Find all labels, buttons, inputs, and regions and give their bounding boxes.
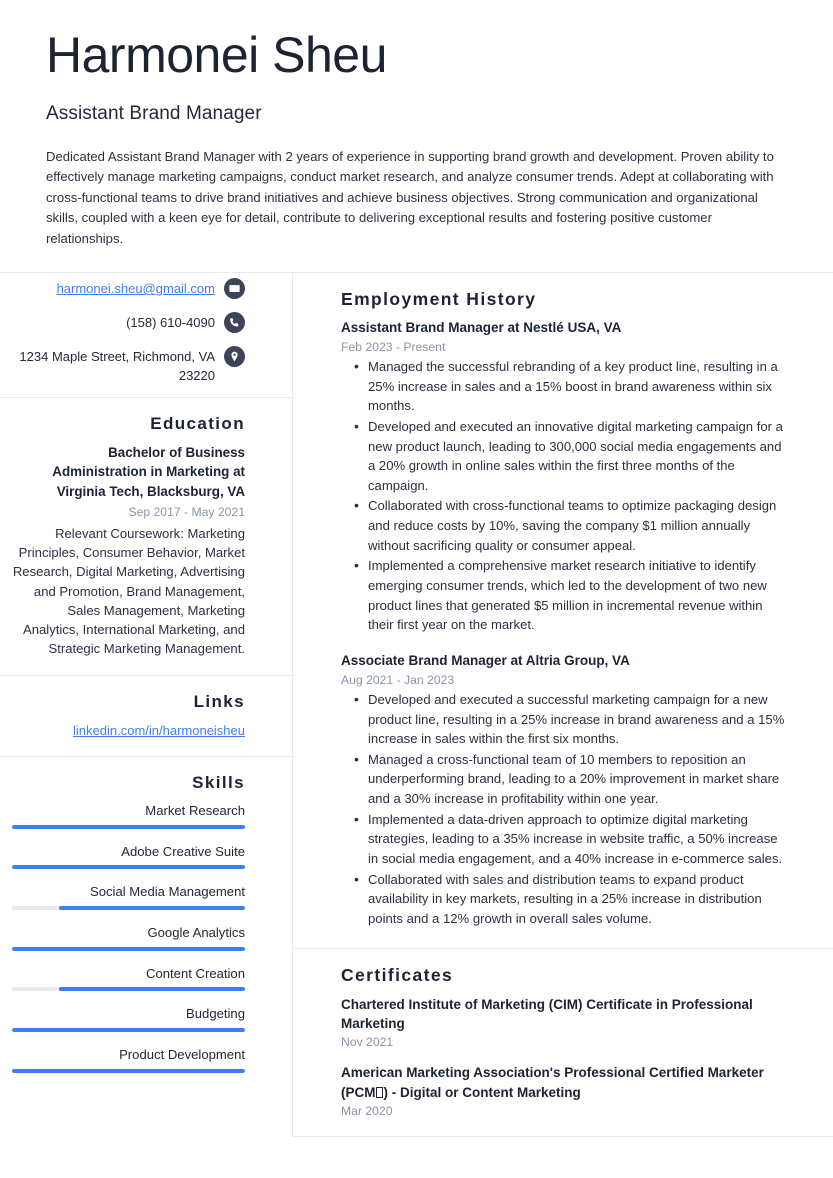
skill-fill [12,865,245,869]
education-description: Relevant Coursework: Marketing Principles, Consumer Behavior, Market Research, Digital Marketing, Advertising and Promotion, Brand Management, Sales Management, Marketing Analytics, International Marketing, and Strategic Marketing Management. [12,525,245,657]
education-date: Sep 2017 - May 2021 [128,504,245,519]
bullet: • Managed a cross-functional team of 10 members to reposition an underperforming brand, leading to a 20% improvement in market share and a 30% increase in profitability within one year. [341,750,785,809]
sidebar [0,273,293,1137]
skill-bar [12,1028,245,1032]
contact-section [0,273,292,398]
linkedin-link[interactable]: linkedin.com/in/harmoneisheu [73,722,245,738]
job-entry [341,652,785,929]
contact-row-address [12,346,245,385]
address-text: 1234 Maple Street, Richmond, VA 23220 [19,349,215,383]
bullet: • Implemented a data-driven approach to optimize digital marketing strategies, leading to a 35% increase in website traffic, a 50% increase in social media engagement, and a 40% increase in e-commerce sales. [341,810,785,869]
page-title: Harmonei Sheu [46,27,387,83]
bullet: • Collaborated with sales and distribution teams to expand product availability in key markets, resulting in a 25% increase in distribution points and a 12% growth in overall sales volume. [341,870,785,929]
skill-item [12,1005,245,1032]
certificate-title-text: American Marketing Association's Professional Certified Marketer (PCM [341,1065,764,1100]
education-heading: Education [150,414,245,434]
link-item [12,721,245,741]
certificate-title [341,1063,785,1102]
contact-row-email [12,278,245,299]
skills-heading: Skills [192,773,245,793]
skills-section [0,757,292,1091]
certificate-entry [341,1063,785,1118]
certificate-date: Mar 2020 [341,1104,393,1119]
bullet: • Developed and executed an innovative digital marketing campaign for a new product launch, leading to 300,000 social media engagements and a 20% growth in online sales within the first three months of the campaign. [341,417,785,496]
job-title: Assistant Brand Manager [46,103,262,124]
skill-fill [12,1069,245,1073]
certificates-heading: Certificates [341,964,454,985]
certificate-title [341,995,785,1034]
skill-bar [12,987,245,991]
employment-heading: Employment History [341,289,537,310]
skill-item [12,924,245,951]
education-entry [12,443,245,659]
phone-text: (158) 610-4090 [126,315,215,331]
phone-icon [224,312,245,333]
email-text [57,278,215,298]
skill-label: Content Creation [146,965,245,981]
skill-bar [12,1069,245,1073]
skill-label: Adobe Creative Suite [121,843,245,859]
email-link[interactable]: harmonei.sheu@gmail.com [56,281,215,297]
job-bullets [341,357,785,635]
job-bullets [341,690,785,929]
skill-bar [12,825,245,829]
missing-glyph-icon [376,1087,383,1098]
certificates-section [293,949,833,1138]
skill-item [12,883,245,910]
job-entry [341,319,785,635]
location-pin-icon [224,346,245,367]
skill-fill [12,1028,245,1032]
skill-label: Google Analytics [147,925,245,941]
links-section [0,676,292,758]
skill-bar [12,947,245,951]
skill-bar [12,906,245,910]
education-degree: Bachelor of Business Administration in Marketing at Virginia Tech, Blacksburg, VA [52,445,245,499]
job-date: Feb 2023 - Present [341,340,446,354]
bullet: • Implemented a comprehensive market research initiative to identify emerging consumer trends, which led to the development of two new product lines that generated $5 million in incremental revenue within their first year on the market. [341,556,785,635]
contact-row-phone [12,312,245,333]
skill-label: Market Research [145,803,245,819]
bullet: • Managed the successful rebranding of a key product line, resulting in a 25% increase in sales and a 15% boost in brand awareness within six months. [341,357,785,416]
skill-fill [12,825,245,829]
job-heading: Assistant Brand Manager at Nestlé USA, VA [341,320,622,336]
links-heading: Links [193,691,245,711]
skill-label: Product Development [119,1047,245,1063]
skill-item [12,1046,245,1073]
job-date: Aug 2021 - Jan 2023 [341,672,455,687]
skill-fill [59,987,245,991]
skill-fill [59,906,245,910]
job-heading: Associate Brand Manager at Altria Group, VA [341,652,630,668]
certificate-title-text-2: ) - Digital or Content Marketing [383,1084,581,1100]
skill-item [12,843,245,870]
certificate-date: Nov 2021 [341,1035,394,1050]
bullet: • Collaborated with cross-functional teams to optimize packaging design and reduce costs by 10%, saving the company $1 million annually without sacrificing quality or consumer appeal. [341,496,785,555]
professional-summary: Dedicated Assistant Brand Manager with 2 years of experience in supporting brand growth and development. Proven ability to effectively manage marketing campaigns, conduct market research, and analyze consumer trends. Adept at collaborating with cross-functional teams to drive brand initiatives and achieve business objectives. Strong communication and organizational skills, coupled with a keen eye for detail, contribute to delivering exceptional results and fostering positive customer relationships. [46,149,774,246]
skill-label: Budgeting [186,1006,245,1022]
skill-fill [12,947,245,951]
resume-header [0,0,833,249]
skill-item [12,965,245,992]
certificate-title-text: Chartered Institute of Marketing (CIM) Certificate in Professional Marketing [341,996,753,1031]
main-content [293,273,833,1137]
employment-section [293,273,833,948]
certificate-entry [341,995,785,1050]
skill-item [12,802,245,829]
resume-body [0,273,833,1137]
envelope-icon [224,278,245,299]
skill-bar [12,865,245,869]
bullet: • Developed and executed a successful marketing campaign for a new product line, resulting in a 25% increase in brand awareness and a 15% increase in sales within the first six months. [341,690,785,749]
skill-label: Social Media Management [89,884,245,900]
education-section [0,398,292,676]
